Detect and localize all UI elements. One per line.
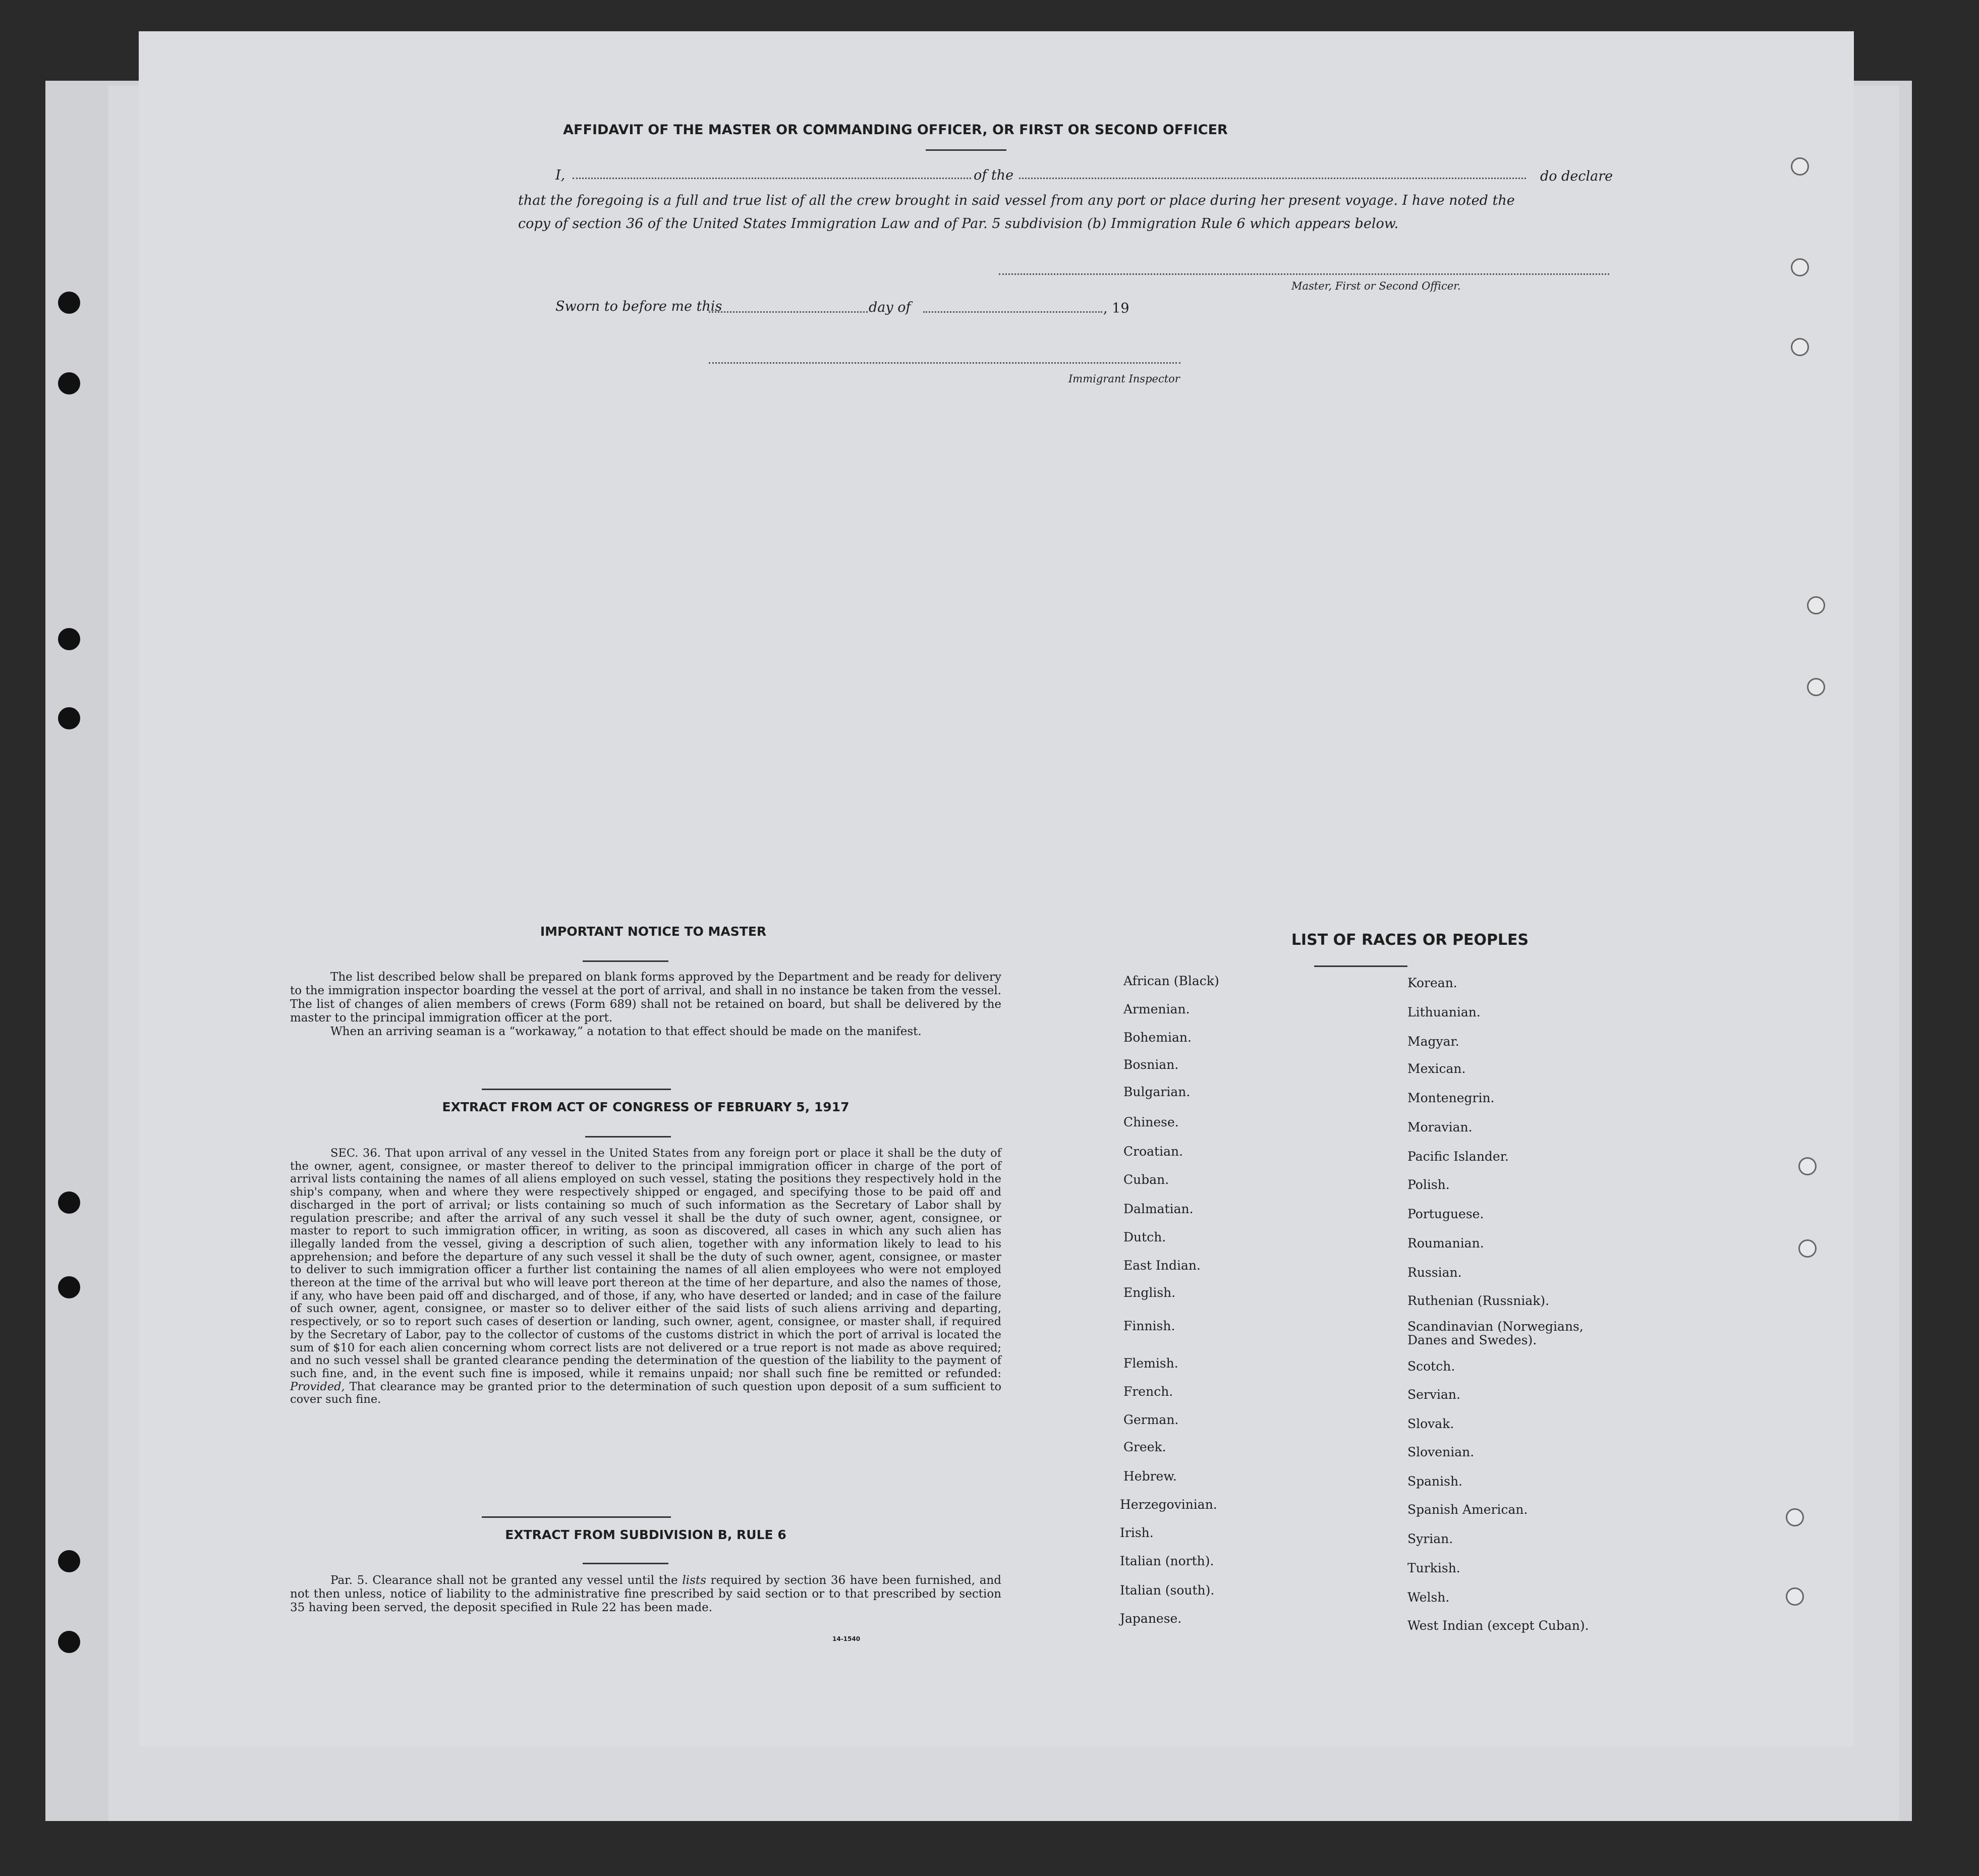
punch-hole — [1786, 1508, 1804, 1526]
extract-act-text-end: That clearance may be granted prior to the determination of such question upon deposit of a sum sufficient to cover such fine. — [290, 1380, 1002, 1406]
notice-body — [290, 971, 1001, 1039]
race-item: Slovenian. — [1407, 1445, 1475, 1459]
notice-rule — [583, 960, 668, 962]
binder-hole — [58, 1631, 80, 1653]
extract-act-para — [290, 1147, 1001, 1406]
extract-act-body — [290, 1147, 1001, 1406]
race-item: Bohemian. — [1123, 1030, 1192, 1045]
race-item: Italian (north). — [1120, 1554, 1214, 1568]
race-item: Croatian. — [1123, 1144, 1183, 1159]
notice-para-2: When an arriving seaman is a “workaway,” a notation to that effect should be made on the manifest. — [330, 1025, 922, 1038]
extract-rule-body — [290, 1574, 1001, 1615]
year-label: , 19 — [1103, 301, 1129, 316]
race-item: Armenian. — [1123, 1002, 1190, 1016]
race-item: English. — [1123, 1285, 1176, 1300]
races-title: LIST OF RACES OR PEOPLES — [1291, 931, 1529, 949]
punch-hole — [1807, 678, 1825, 696]
affidavit-line-1: that the foregoing is a full and true list of all the crew brought in said vessel from any port or place during her present voyage. I have noted the — [518, 193, 1515, 208]
punch-hole — [1798, 1239, 1817, 1258]
race-item: Welsh. — [1407, 1590, 1450, 1605]
race-item: Irish. — [1120, 1525, 1154, 1540]
race-item: Bosnian. — [1123, 1057, 1179, 1072]
title-rule — [926, 149, 1006, 151]
binder-hole — [58, 1550, 80, 1572]
race-item: Cuban. — [1123, 1172, 1169, 1187]
master-label: Master, First or Second Officer. — [1291, 280, 1461, 292]
do-declare-label: do declare — [1540, 168, 1613, 184]
extract-act-title: EXTRACT FROM ACT OF CONGRESS OF FEBRUARY 5, 1917 — [442, 1100, 850, 1114]
race-item: Scotch. — [1407, 1359, 1455, 1374]
inspector-signature-field[interactable] — [709, 362, 1180, 364]
race-item: Spanish. — [1407, 1474, 1463, 1489]
race-item: Turkish. — [1407, 1561, 1460, 1575]
race-item: African (Black) — [1123, 974, 1219, 988]
binder-hole — [58, 1191, 80, 1214]
race-item: Spanish American. — [1407, 1502, 1528, 1517]
vessel-name-field[interactable] — [1019, 178, 1526, 179]
race-item: Montenegrin. — [1407, 1091, 1495, 1105]
race-item: Ruthenian (Russniak). — [1407, 1293, 1550, 1308]
race-item: Servian. — [1407, 1387, 1460, 1402]
affidavit-line-2: copy of section 36 of the United States Immigration Law and of Par. 5 subdivision (b) Immigration Rule 6 which appears below. — [518, 216, 1399, 232]
extract-rule-title: EXTRACT FROM SUBDIVISION B, RULE 6 — [505, 1527, 786, 1542]
sworn-day-field[interactable] — [709, 311, 868, 313]
race-item: Roumanian. — [1407, 1236, 1484, 1250]
race-item: Finnish. — [1123, 1319, 1175, 1333]
binder-hole — [58, 1276, 80, 1298]
master-signature-field[interactable] — [999, 273, 1609, 275]
race-item: Dutch. — [1123, 1230, 1166, 1244]
punch-hole — [1786, 1587, 1804, 1606]
race-item: Bulgarian. — [1123, 1085, 1191, 1099]
binder-hole — [58, 628, 80, 650]
race-item: French. — [1123, 1384, 1173, 1399]
extract-rule-rule — [583, 1563, 668, 1564]
section-rule — [482, 1516, 671, 1518]
section-rule — [482, 1089, 671, 1090]
punch-hole — [1791, 157, 1809, 176]
race-item: Magyar. — [1407, 1034, 1459, 1049]
race-item: Hebrew. — [1123, 1469, 1177, 1484]
race-item: Slovak. — [1407, 1416, 1454, 1431]
race-item: Scandinavian (Norwegians, Danes and Swedes). — [1407, 1319, 1584, 1347]
inspector-label: Immigrant Inspector — [1068, 373, 1180, 385]
provided-word: Provided, — [290, 1380, 345, 1393]
race-item: Polish. — [1407, 1177, 1450, 1192]
affidavit-title: AFFIDAVIT OF THE MASTER OR COMMANDING OFFICER, OR FIRST OR SECOND OFFICER — [563, 122, 1228, 138]
race-item: Portuguese. — [1407, 1207, 1484, 1221]
race-item: German. — [1123, 1412, 1179, 1427]
punch-hole — [1798, 1157, 1817, 1175]
extract-act-text: SEC. 36. That upon arrival of any vessel in the United States from any foreign port or place it shall be the duty of the owner, agent, consignee, or master thereof to deliver to the principal immigration officer in charge of the port of arrival lists containing the names of all aliens employed on such vessel, stating the positions they respectively hold in the ship's company, when and where they were respectively shipped or engaged, and specifying those to be paid off and discharged in the port of arrival; or lists containing so much of such information as the Secretary of Labor shall by regulation prescribe; and after the arrival of any such vessel it shall be the duty of such owner, agent, consignee, or master to report to such immigration officer, in writing, as soon as discovered, all cases in which any such alien has illegally landed from the vessel, giving a description of such alien, together with any information likely to lead to his apprehension; and before the departure of any such vessel it shall be the duty of such owner, agent, consignee, or master to deliver to such immigration officer a further list containing the names of all alien employees who were not employed thereon at the time of the arrival but who will leave port thereon at the time of her departure, and also the names of those, if any, who have been paid off and discharged, and of those, if any, who have deserted or landed; and in case of the failure of such owner, agent, consignee, or master so to deliver either of the said lists of such aliens arriving and departing, respectively, or so to report such cases of desertion or landing, such owner, agent, consignee, or master shall, if required by the Secretary of Labor, pay to the collector of customs of the customs district in which the port of arrival is located the sum of $10 for each alien concerning whom correct lists are not delivered or a true report is not made as above required; and no such vessel shall be granted clearance pending the determination of the question of the liability to the payment of such fine, and, in the event such fine is imposed, while it remains unpaid; nor shall such fine be remitted or refunded: — [290, 1147, 1001, 1380]
binder-hole — [58, 292, 80, 314]
sworn-month-field[interactable] — [923, 311, 1102, 313]
affiant-label: I, — [555, 167, 566, 183]
extract-rule-text-b: required by section 36 have been furnished, and not then unless, notice of liability to the administrative fine prescribed by said section or to that prescribed by section 35 having been served, the deposit specified in Rule 22 has been made. — [290, 1574, 1002, 1614]
form-number: 14-1540 — [832, 1635, 861, 1642]
race-item: Moravian. — [1407, 1120, 1473, 1134]
race-item: Flemish. — [1123, 1356, 1178, 1371]
race-item: Mexican. — [1407, 1061, 1466, 1076]
race-item: West Indian (except Cuban). — [1407, 1618, 1589, 1633]
race-item: Dalmatian. — [1123, 1202, 1194, 1216]
race-item: Pacific Islander. — [1407, 1149, 1509, 1164]
race-item: Syrian. — [1407, 1531, 1453, 1546]
of-the-label: of the — [974, 167, 1014, 183]
race-item: Greek. — [1123, 1440, 1166, 1454]
notice-title: IMPORTANT NOTICE TO MASTER — [540, 924, 767, 939]
sworn-label: Sworn to before me this — [555, 299, 722, 314]
race-item: Japanese. — [1120, 1611, 1182, 1626]
extract-rule-para — [290, 1574, 1001, 1615]
race-item: Lithuanian. — [1407, 1005, 1481, 1019]
punch-hole — [1807, 596, 1825, 614]
lists-word: lists — [682, 1574, 706, 1587]
extract-act-rule — [585, 1136, 671, 1138]
binder-hole — [58, 707, 80, 729]
day-of-label: day of — [869, 300, 911, 315]
punch-hole — [1791, 258, 1809, 276]
race-item: East Indian. — [1123, 1258, 1201, 1273]
race-item: Italian (south). — [1120, 1583, 1215, 1598]
race-item: Russian. — [1407, 1265, 1462, 1280]
affiant-name-field[interactable] — [573, 178, 971, 179]
race-item: Herzegovinian. — [1120, 1497, 1217, 1512]
binder-hole — [58, 372, 80, 394]
race-item: Korean. — [1407, 976, 1457, 990]
punch-hole — [1791, 338, 1809, 356]
notice-para-1: The list described below shall be prepared on blank forms approved by the Department and be ready for delivery to the immigration inspector boarding the vessel at the port of arrival, and shall in no instance be taken from the vessel. The list of changes of alien members of crews (Form 689) shall not be retained on board, but shall be delivered by the master to the principal immigration officer at the port. — [290, 971, 1001, 1025]
races-rule — [1314, 965, 1407, 967]
race-item: Chinese. — [1123, 1115, 1179, 1129]
extract-rule-text-a: Par. 5. Clearance shall not be granted any vessel until the — [330, 1574, 678, 1587]
document-page — [139, 31, 1854, 1746]
